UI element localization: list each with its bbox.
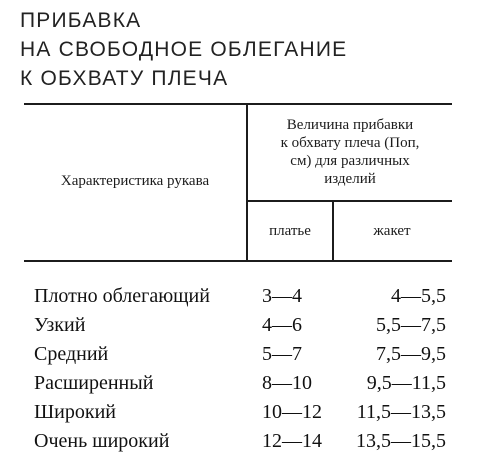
- jacket-value: 13,5—15,5: [356, 430, 446, 452]
- row-label: Расширенный: [34, 372, 154, 394]
- jacket-value: 11,5—13,5: [356, 401, 446, 423]
- title-line-3: К ОБХВАТУ ПЛЕЧА: [20, 67, 229, 90]
- row-label: Узкий: [34, 314, 86, 336]
- value-header-label: Величина прибавки к обхвату плеча (Поп, см) для различных изделий: [280, 117, 420, 187]
- dress-value: 5—7: [262, 343, 302, 365]
- dress-value: 8—10: [262, 372, 312, 394]
- column-header-jacket: жакет: [373, 223, 411, 239]
- table-row: [0, 427, 500, 455]
- table-subheader-rule: [248, 200, 452, 202]
- table-row: [0, 340, 500, 368]
- jacket-value: 4—5,5: [391, 285, 446, 307]
- table-row: [0, 369, 500, 397]
- row-label: Плотно облегающий: [34, 285, 210, 307]
- table-row: [0, 398, 500, 426]
- title-line-1: ПРИБАВКА: [20, 9, 142, 32]
- dress-value: 12—14: [262, 430, 322, 452]
- table-row: [0, 311, 500, 339]
- row-label: Средний: [34, 343, 109, 365]
- row-label: Очень широкий: [34, 430, 170, 452]
- dress-value: 4—6: [262, 314, 302, 336]
- row-label: Широкий: [34, 401, 117, 423]
- jacket-value: 9,5—11,5: [366, 372, 446, 394]
- column-header-dress: платье: [269, 223, 311, 239]
- jacket-value: 5,5—7,5: [376, 314, 446, 336]
- table-top-rule: [24, 103, 452, 105]
- page-title: [20, 6, 480, 93]
- row-header-label: Характеристика рукава: [60, 173, 210, 189]
- dress-value: 10—12: [262, 401, 322, 423]
- title-line-2: НА СВОБОДНОЕ ОБЛЕГАНИЕ: [20, 38, 348, 61]
- dress-value: 3—4: [262, 285, 302, 307]
- jacket-value: 7,5—9,5: [376, 343, 446, 365]
- table-header-bottom-rule: [24, 260, 452, 262]
- table-row: [0, 282, 500, 310]
